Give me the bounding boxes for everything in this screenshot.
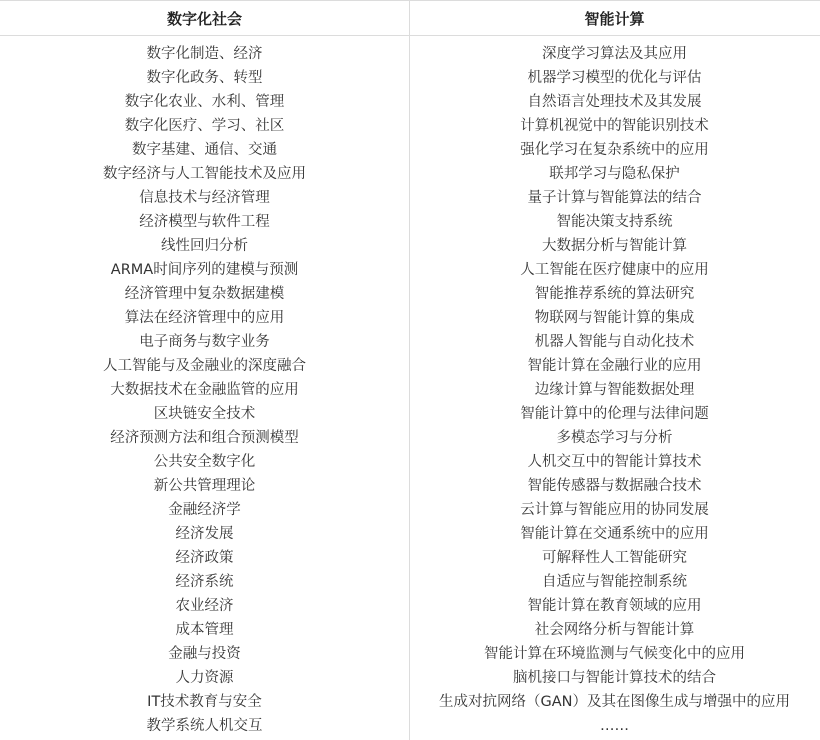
header-digital-society: 数字化社会 [166,9,242,28]
digital-society-topic-item: 数字化政务、转型 [146,70,263,86]
digital-society-topic-item: 经济预测方法和组合预测模型 [110,430,299,446]
digital-society-topic-item: 经济政策 [175,550,234,566]
intelligent-computing-topic-item: 计算机视觉中的智能识别技术 [520,118,709,134]
digital-society-topic-item: 数字化医疗、学习、社区 [124,118,285,134]
intelligent-computing-topic-item: 大数据分析与智能计算 [542,238,687,254]
intelligent-computing-topic-item: 机器学习模型的优化与评估 [527,70,702,86]
intelligent-computing-topic-item: 智能计算在环境监测与气候变化中的应用 [484,646,745,662]
intelligent-computing-topic-item: 人工智能在医疗健康中的应用 [520,262,709,278]
intelligent-computing-topic-item: 智能推荐系统的算法研究 [534,286,695,302]
digital-society-topic-item: 成本管理 [175,622,234,638]
digital-society-topic-item: 经济管理中复杂数据建模 [124,286,285,302]
intelligent-computing-topic-item: 智能计算在金融行业的应用 [527,358,702,374]
intelligent-computing-topic-item: 智能传感器与数据融合技术 [527,478,702,494]
intelligent-computing-topic-item: 人机交互中的智能计算技术 [527,454,702,470]
digital-society-topic-item: 金融与投资 [168,646,241,662]
intelligent-computing-topic-item: 生成对抗网络（GAN）及其在图像生成与增强中的应用 [439,694,790,710]
intelligent-computing-topic-item: 云计算与智能应用的协同发展 [520,502,709,518]
digital-society-topic-item: ARMA时间序列的建模与预测 [110,262,299,278]
intelligent-computing-topic-item: 强化学习在复杂系统中的应用 [520,142,709,158]
digital-society-topic-item: 数字化制造、经济 [146,46,263,62]
intelligent-computing-topic-item: 自适应与智能控制系统 [542,574,687,590]
intelligent-computing-topic-list [409,42,820,738]
intelligent-computing-topic-item: 量子计算与智能算法的结合 [527,190,702,206]
digital-society-topic-item: IT技术教育与安全 [147,694,262,710]
digital-society-topic-item: 大数据技术在金融监管的应用 [110,382,299,398]
digital-society-topic-item: 经济系统 [175,574,234,590]
digital-society-topic-item: 农业经济 [175,598,234,614]
digital-society-topic-item: 人工智能与及金融业的深度融合 [103,358,306,374]
intelligent-computing-topic-item: 物联网与智能计算的集成 [534,310,695,326]
digital-society-topic-list [0,42,409,738]
digital-society-topic-item: 信息技术与经济管理 [139,190,270,206]
digital-society-topic-item: 数字基建、通信、交通 [132,142,277,158]
table-body [0,36,820,738]
digital-society-topic-item: 线性回归分析 [161,238,248,254]
digital-society-topic-item: 区块链安全技术 [153,406,256,422]
digital-society-topic-item: 人力资源 [175,670,234,686]
digital-society-topic-item: 数字经济与人工智能技术及应用 [103,166,306,182]
intelligent-computing-topic-item: 智能计算中的伦理与法律问题 [520,406,709,422]
digital-society-topic-item: 经济模型与软件工程 [139,214,270,230]
table-header-row [0,0,820,36]
digital-society-topic-item: 新公共管理理论 [153,478,256,494]
digital-society-topic-item: 金融经济学 [168,502,241,518]
intelligent-computing-topic-item: 脑机接口与智能计算技术的结合 [513,670,716,686]
intelligent-computing-topic-item: …… [600,718,629,734]
digital-society-topic-item: 数字化农业、水利、管理 [124,94,285,110]
intelligent-computing-topic-item: 社会网络分析与智能计算 [534,622,695,638]
intelligent-computing-topic-item: 智能计算在交通系统中的应用 [520,526,709,542]
digital-society-topic-item: 电子商务与数字业务 [139,334,270,350]
intelligent-computing-topic-item: 机器人智能与自动化技术 [534,334,695,350]
intelligent-computing-topic-item: 深度学习算法及其应用 [542,46,687,62]
intelligent-computing-topic-item: 可解释性人工智能研究 [542,550,687,566]
digital-society-topic-item: 公共安全数字化 [153,454,256,470]
intelligent-computing-topic-item: 联邦学习与隐私保护 [549,166,680,182]
intelligent-computing-topic-item: 边缘计算与智能数据处理 [534,382,695,398]
intelligent-computing-topic-item: 智能决策支持系统 [556,214,673,230]
digital-society-topic-item: 经济发展 [175,526,234,542]
header-intelligent-computing: 智能计算 [584,9,645,28]
intelligent-computing-topic-item: 智能计算在教育领域的应用 [527,598,702,614]
digital-society-topic-item: 教学系统人机交互 [146,718,263,734]
column-divider [409,0,410,740]
intelligent-computing-topic-item: 自然语言处理技术及其发展 [527,94,702,110]
digital-society-topic-item: 算法在经济管理中的应用 [124,310,285,326]
intelligent-computing-topic-item: 多模态学习与分析 [556,430,673,446]
